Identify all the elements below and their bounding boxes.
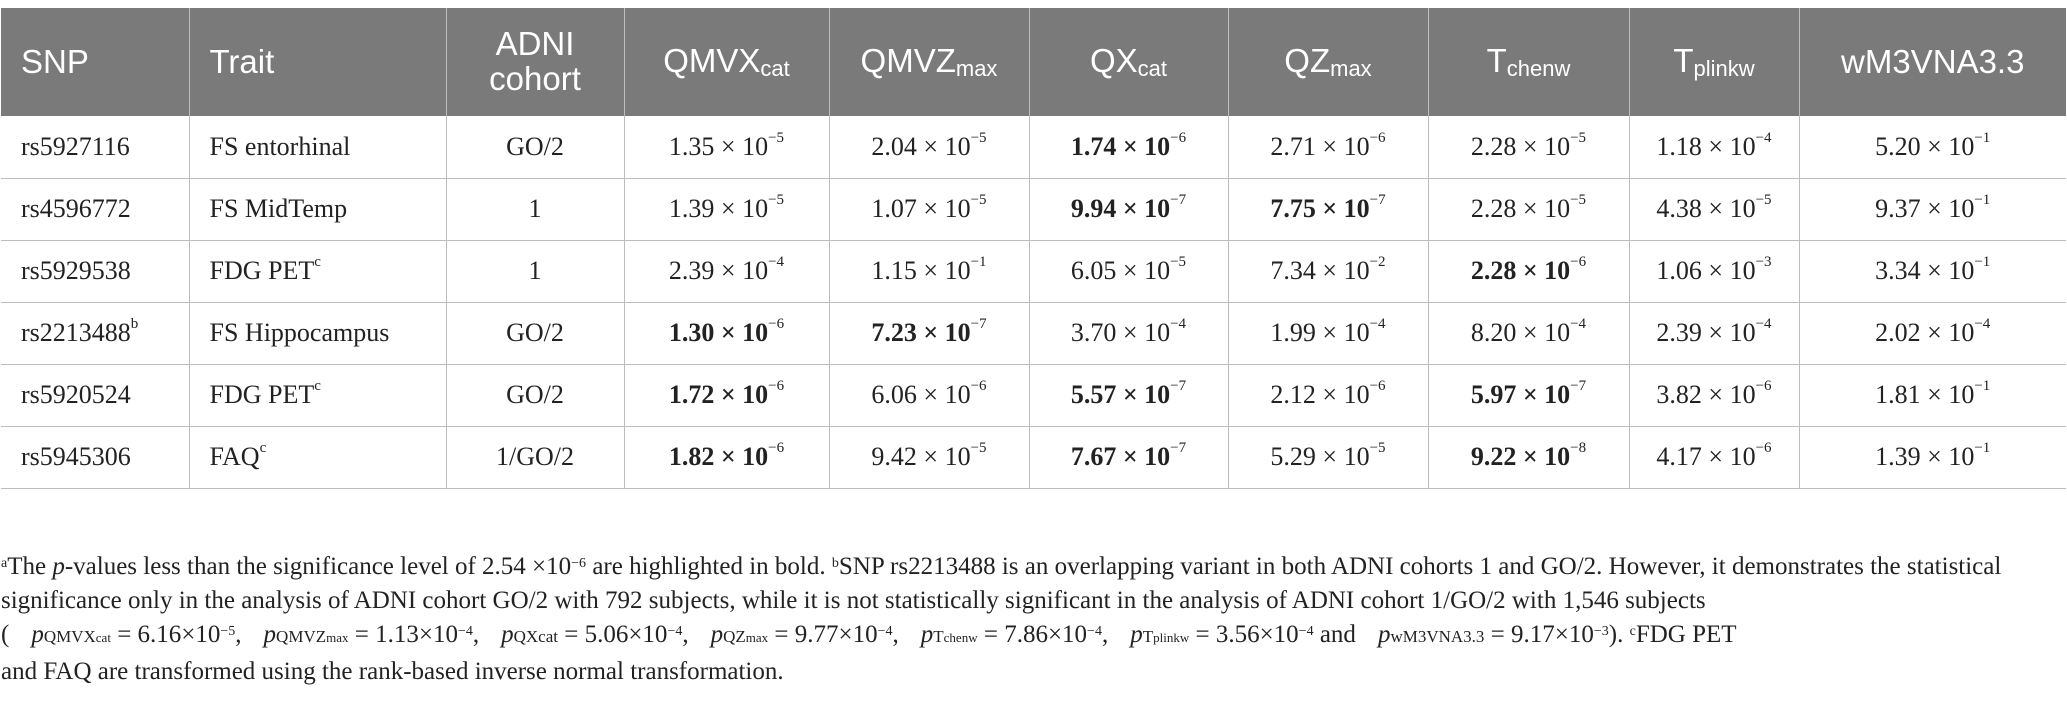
pvalue-exponent: −4 bbox=[1369, 316, 1386, 332]
pvalue-exponent: −5 bbox=[1570, 192, 1587, 208]
p-value: = 5.06×10 bbox=[557, 621, 668, 648]
cell-pvalue bbox=[1228, 116, 1428, 178]
pvalue-mantissa: 5.20 × 10 bbox=[1875, 131, 1975, 161]
footnote-a-exp: −6 bbox=[571, 556, 587, 571]
pvalue-exponent: −6 bbox=[768, 440, 785, 456]
cell-pvalue bbox=[624, 240, 829, 302]
column-header-label: wM3VNA3.3 bbox=[1841, 42, 2025, 80]
column-header-subscript: plinkw bbox=[1693, 55, 1755, 81]
table-row bbox=[1, 364, 2066, 426]
pvalue-mantissa: 2.28 × 10 bbox=[1470, 256, 1571, 285]
snp-id: rs2213488 bbox=[21, 318, 131, 347]
pvalue-exponent: −5 bbox=[1369, 440, 1386, 456]
pvalue-mantissa: 5.29 × 10 bbox=[1270, 442, 1370, 471]
pvalue-mantissa: 4.17 × 10 bbox=[1656, 442, 1756, 471]
p-symbol: p bbox=[1130, 621, 1143, 648]
footnote-c-text: and FAQ are transformed using the rank-based inverse normal transformation. bbox=[1, 658, 784, 685]
p-exponent: −4 bbox=[877, 624, 893, 639]
pvalue-mantissa: 1.30 × 10 bbox=[668, 318, 769, 347]
pvalue-mantissa: 7.67 × 10 bbox=[1070, 442, 1171, 471]
pvalue-exponent: −5 bbox=[1170, 254, 1187, 270]
cell-pvalue bbox=[624, 302, 829, 364]
cell-pvalue bbox=[1799, 178, 2066, 240]
pvalue-exponent: −4 bbox=[1170, 316, 1187, 332]
p-subsubscript: max bbox=[326, 630, 349, 645]
pvalue-exponent: −1 bbox=[970, 254, 987, 270]
cell-pvalue bbox=[1228, 426, 1428, 488]
pvalue-mantissa: 2.39 × 10 bbox=[1656, 318, 1756, 347]
pvalue-exponent: −1 bbox=[1974, 129, 1991, 146]
cell-pvalue bbox=[624, 364, 829, 426]
column-header bbox=[1629, 8, 1799, 116]
snp-id: rs5927116 bbox=[21, 131, 130, 161]
p-value: = 1.13×10 bbox=[348, 621, 458, 648]
cell-pvalue bbox=[829, 426, 1029, 488]
cell-cohort: 1 bbox=[446, 240, 624, 302]
footnote-marker: b bbox=[130, 316, 139, 332]
table-row bbox=[1, 116, 2066, 178]
column-header-subscript: max bbox=[955, 55, 998, 81]
column-header-label: Trait bbox=[209, 42, 275, 80]
pvalue-exponent: −3 bbox=[1755, 254, 1772, 270]
cell-pvalue bbox=[1629, 302, 1799, 364]
pvalue-mantissa: 1.18 × 10 bbox=[1656, 131, 1756, 161]
pvalue-exponent: −1 bbox=[1974, 378, 1991, 394]
column-header bbox=[1029, 8, 1228, 116]
footnote-a-text: The bbox=[7, 553, 53, 580]
paren: ( bbox=[1, 621, 10, 648]
pvalue-mantissa: 3.82 × 10 bbox=[1656, 380, 1756, 409]
p-exponent: −4 bbox=[457, 624, 473, 639]
cell-pvalue bbox=[624, 178, 829, 240]
pvalue-exponent: −4 bbox=[1755, 316, 1772, 332]
pvalue-exponent: −5 bbox=[1570, 129, 1587, 146]
separator: , bbox=[1101, 621, 1109, 648]
pvalue-mantissa: 9.42 × 10 bbox=[871, 442, 971, 471]
cell-trait bbox=[189, 426, 446, 488]
table-header bbox=[1, 8, 2066, 116]
pvalue-exponent: −6 bbox=[970, 378, 987, 394]
p-exponent: −3 bbox=[1593, 624, 1609, 639]
column-header-label: T bbox=[1673, 41, 1694, 79]
column-header bbox=[624, 8, 829, 116]
pvalue-mantissa: 2.02 × 10 bbox=[1875, 318, 1975, 347]
cell-trait bbox=[189, 302, 446, 364]
p-symbol: p bbox=[1377, 621, 1391, 648]
p-subscript: QMVX bbox=[43, 627, 96, 646]
column-header-subscript: cat bbox=[1137, 55, 1168, 81]
footnote-marker: c bbox=[259, 440, 267, 456]
pvalue-exponent: −5 bbox=[1755, 192, 1772, 208]
pvalue-exponent: −7 bbox=[970, 316, 987, 332]
pvalue-mantissa: 7.23 × 10 bbox=[871, 318, 971, 347]
p-symbol: p bbox=[710, 621, 724, 648]
cell-pvalue bbox=[829, 302, 1029, 364]
p-subsubscript: plinkw bbox=[1153, 630, 1190, 645]
cell-pvalue bbox=[1799, 426, 2066, 488]
pvalue-exponent: −7 bbox=[1570, 378, 1587, 394]
pvalue-mantissa: 2.12 × 10 bbox=[1270, 380, 1370, 409]
pvalue-mantissa: 8.20 × 10 bbox=[1470, 318, 1571, 347]
cell-pvalue bbox=[1629, 426, 1799, 488]
p-exponent: −5 bbox=[220, 624, 236, 639]
table-footnotes bbox=[1, 550, 2061, 689]
footnote-c-tail bbox=[1, 655, 2061, 689]
p-subscript: T bbox=[933, 627, 944, 646]
separator: , bbox=[235, 621, 242, 648]
pvalue-mantissa: 2.04 × 10 bbox=[871, 131, 971, 161]
footnote-marker: c bbox=[314, 254, 321, 270]
pvalue-exponent: −4 bbox=[1974, 316, 1991, 332]
p-subscript: QMVZ bbox=[276, 627, 327, 646]
pvalue-mantissa: 2.39 × 10 bbox=[668, 256, 769, 285]
cell-pvalue bbox=[1799, 302, 2066, 364]
p-symbol: p bbox=[263, 621, 277, 648]
p-subscript: QZ bbox=[723, 627, 746, 646]
snp-id: rs5920524 bbox=[21, 380, 131, 409]
cell-pvalue bbox=[1629, 116, 1799, 178]
pvalue-mantissa: 3.34 × 10 bbox=[1875, 256, 1975, 285]
cell-snp bbox=[1, 116, 189, 178]
footnote-marker: c bbox=[314, 378, 321, 394]
cell-pvalue bbox=[1629, 178, 1799, 240]
cell-pvalue bbox=[1228, 302, 1428, 364]
cell-cohort: 1/GO/2 bbox=[446, 426, 624, 488]
pvalue-mantissa: 1.35 × 10 bbox=[668, 131, 769, 161]
cell-cohort: GO/2 bbox=[446, 302, 624, 364]
p-value: = 9.17×10 bbox=[1484, 621, 1594, 648]
column-header bbox=[446, 8, 624, 116]
cell-pvalue bbox=[1029, 426, 1228, 488]
cell-cohort: GO/2 bbox=[446, 116, 624, 178]
column-header-subscript: cat bbox=[760, 55, 790, 81]
pvalue-exponent: −7 bbox=[1170, 378, 1187, 394]
table-row bbox=[1, 178, 2066, 240]
footnote-pvalue-equation bbox=[1, 618, 2061, 655]
pvalue-exponent: −1 bbox=[1974, 192, 1991, 208]
results-table bbox=[1, 8, 2066, 489]
p-subscript: wM3VNA3.3 bbox=[1390, 627, 1485, 646]
footnote-a-mark: a bbox=[1, 556, 8, 571]
trait-name: FDG PET bbox=[209, 256, 315, 285]
column-header-subscript: max bbox=[1330, 55, 1372, 81]
pvalue-exponent: −8 bbox=[1570, 440, 1587, 456]
pvalue-mantissa: 1.82 × 10 bbox=[668, 442, 769, 471]
cell-pvalue bbox=[1428, 240, 1629, 302]
column-header-label: SNP bbox=[21, 42, 89, 80]
p-subsubscript: cat bbox=[95, 630, 111, 645]
pvalue-mantissa: 5.97 × 10 bbox=[1470, 380, 1571, 409]
pvalue-exponent: −6 bbox=[1570, 254, 1587, 270]
p-symbol: p bbox=[920, 621, 934, 648]
pvalue-exponent: −4 bbox=[768, 254, 785, 270]
pvalue-exponent: −7 bbox=[1369, 192, 1386, 208]
cell-cohort: 1 bbox=[446, 178, 624, 240]
pvalue-exponent: −4 bbox=[1570, 316, 1587, 332]
pvalue-mantissa: 1.07 × 10 bbox=[871, 194, 971, 223]
footnote-b-mark: b bbox=[831, 556, 839, 571]
pvalue-mantissa: 9.37 × 10 bbox=[1875, 194, 1975, 223]
cell-snp bbox=[1, 364, 189, 426]
column-header-label: T bbox=[1486, 41, 1507, 79]
cell-pvalue bbox=[829, 364, 1029, 426]
p-subsubscript: max bbox=[745, 630, 769, 645]
cell-pvalue bbox=[1629, 364, 1799, 426]
column-header bbox=[1428, 8, 1629, 116]
table-body bbox=[1, 116, 2066, 488]
snp-id: rs5945306 bbox=[21, 442, 131, 471]
cell-pvalue bbox=[624, 426, 829, 488]
cell-pvalue bbox=[1428, 178, 1629, 240]
pvalue-exponent: −1 bbox=[1974, 440, 1991, 456]
p-subsubscript: chenw bbox=[943, 630, 978, 645]
cell-trait bbox=[189, 116, 446, 178]
p-symbol: p bbox=[501, 621, 514, 648]
cell-pvalue bbox=[1629, 240, 1799, 302]
cell-pvalue bbox=[1029, 116, 1228, 178]
column-header-label: QZ bbox=[1284, 41, 1331, 79]
cell-trait bbox=[189, 364, 446, 426]
cell-pvalue bbox=[829, 240, 1029, 302]
cell-pvalue bbox=[1799, 240, 2066, 302]
pvalue-exponent: −6 bbox=[1369, 378, 1386, 394]
pvalue-exponent: −6 bbox=[768, 378, 785, 394]
column-header bbox=[1799, 8, 2066, 116]
cell-trait bbox=[189, 178, 446, 240]
cell-pvalue bbox=[829, 116, 1029, 178]
pvalue-mantissa: 1.15 × 10 bbox=[871, 256, 971, 285]
pvalue-exponent: −6 bbox=[1755, 440, 1772, 456]
pvalue-exponent: −4 bbox=[1755, 129, 1772, 146]
column-header-label: ADNI cohort bbox=[489, 25, 581, 97]
separator: and bbox=[1313, 621, 1356, 648]
snp-id: rs5929538 bbox=[21, 256, 131, 285]
pvalue-mantissa: 1.39 × 10 bbox=[668, 194, 769, 223]
cell-pvalue bbox=[1799, 364, 2066, 426]
cell-pvalue bbox=[1228, 178, 1428, 240]
p-subscript: QXcat bbox=[513, 627, 558, 646]
pvalue-exponent: −5 bbox=[768, 192, 785, 208]
pvalue-mantissa: 2.28 × 10 bbox=[1470, 194, 1571, 223]
trait-name: FDG PET bbox=[209, 380, 315, 409]
pvalue-mantissa: 1.72 × 10 bbox=[668, 380, 769, 409]
pvalue-mantissa: 6.05 × 10 bbox=[1070, 256, 1171, 285]
footnote-b-text: SNP rs2213488 is an overlapping variant in both ADNI cohorts 1 and GO/2. However, it demonstrates the statistical significance only in the analysis of ADNI cohort GO/2 with 792 subjects, while it is not statistically significant in the analysis of ADNI cohort 1/GO/2 with 1,546 subjects bbox=[1, 553, 2002, 614]
footnote-a-p: p bbox=[52, 553, 65, 580]
p-value: = 7.86×10 bbox=[977, 621, 1088, 648]
column-header bbox=[189, 8, 446, 116]
cell-pvalue bbox=[1228, 364, 1428, 426]
pvalue-exponent: −5 bbox=[970, 192, 987, 208]
cell-pvalue bbox=[1428, 426, 1629, 488]
paren: ). bbox=[1608, 621, 1624, 648]
footnote-a-text: are highlighted in bold. bbox=[586, 553, 832, 580]
pvalue-mantissa: 1.06 × 10 bbox=[1656, 256, 1756, 285]
pvalue-exponent: −6 bbox=[1369, 129, 1386, 146]
pvalue-mantissa: 2.28 × 10 bbox=[1470, 131, 1571, 161]
cell-pvalue bbox=[1228, 240, 1428, 302]
footnote-c-mark: c bbox=[1629, 624, 1636, 639]
column-header bbox=[1228, 8, 1428, 116]
column-header-label: QMVZ bbox=[860, 41, 956, 79]
cell-snp bbox=[1, 178, 189, 240]
pvalue-exponent: −5 bbox=[970, 440, 987, 456]
cell-pvalue bbox=[1799, 116, 2066, 178]
pvalue-exponent: −5 bbox=[768, 129, 785, 146]
pvalue-exponent: −6 bbox=[1755, 378, 1772, 394]
cell-pvalue bbox=[1029, 364, 1228, 426]
table-row bbox=[1, 240, 2066, 302]
column-header-label: QMVX bbox=[663, 41, 761, 79]
cell-trait bbox=[189, 240, 446, 302]
pvalue-mantissa: 3.70 × 10 bbox=[1070, 318, 1171, 347]
p-symbol: p bbox=[31, 621, 44, 648]
table-row bbox=[1, 426, 2066, 488]
cell-snp bbox=[1, 426, 189, 488]
pvalue-mantissa: 7.34 × 10 bbox=[1270, 256, 1370, 285]
pvalue-exponent: −7 bbox=[1170, 440, 1187, 456]
cell-pvalue bbox=[1428, 364, 1629, 426]
cell-pvalue bbox=[1428, 116, 1629, 178]
separator: , bbox=[892, 621, 899, 648]
pvalue-exponent: −2 bbox=[1369, 254, 1386, 270]
trait-name: FS entorhinal bbox=[209, 131, 351, 161]
pvalue-mantissa: 1.99 × 10 bbox=[1270, 318, 1370, 347]
p-exponent: −4 bbox=[1298, 624, 1314, 639]
pvalue-exponent: −5 bbox=[970, 129, 987, 146]
cell-pvalue bbox=[1029, 240, 1228, 302]
pvalue-mantissa: 9.22 × 10 bbox=[1470, 442, 1571, 471]
trait-name: FAQ bbox=[209, 442, 260, 471]
pvalue-mantissa: 9.94 × 10 bbox=[1070, 194, 1171, 223]
cell-snp bbox=[1, 302, 189, 364]
pvalue-mantissa: 1.39 × 10 bbox=[1875, 442, 1975, 471]
cell-snp bbox=[1, 240, 189, 302]
trait-name: FS Hippocampus bbox=[209, 318, 390, 347]
pvalue-mantissa: 7.75 × 10 bbox=[1270, 194, 1370, 223]
separator: , bbox=[472, 621, 480, 648]
footnote-ab bbox=[1, 550, 2061, 618]
pvalue-mantissa: 2.71 × 10 bbox=[1270, 131, 1370, 161]
pvalue-exponent: −1 bbox=[1974, 254, 1991, 270]
header-row bbox=[1, 8, 2066, 116]
p-exponent: −4 bbox=[1087, 624, 1102, 639]
cell-pvalue bbox=[1029, 178, 1228, 240]
p-subscript: T bbox=[1142, 627, 1154, 646]
table-row bbox=[1, 302, 2066, 364]
cell-pvalue bbox=[1029, 302, 1228, 364]
pvalue-mantissa: 5.57 × 10 bbox=[1070, 380, 1171, 409]
column-header bbox=[829, 8, 1029, 116]
pvalue-exponent: −6 bbox=[1170, 129, 1187, 146]
snp-id: rs4596772 bbox=[21, 194, 131, 223]
column-header-subscript: chenw bbox=[1506, 55, 1571, 81]
cell-cohort: GO/2 bbox=[446, 364, 624, 426]
pvalue-mantissa: 4.38 × 10 bbox=[1656, 194, 1756, 223]
pvalue-mantissa: 1.74 × 10 bbox=[1070, 131, 1171, 161]
cell-pvalue bbox=[624, 116, 829, 178]
pvalue-exponent: −6 bbox=[768, 316, 785, 332]
trait-name: FS MidTemp bbox=[209, 194, 348, 223]
column-header bbox=[1, 8, 189, 116]
p-exponent: −4 bbox=[667, 624, 683, 639]
cell-pvalue bbox=[1428, 302, 1629, 364]
footnote-c-text: FDG PET bbox=[1635, 621, 1737, 648]
p-value: = 6.16×10 bbox=[110, 621, 221, 648]
cell-pvalue bbox=[829, 178, 1029, 240]
pvalue-exponent: −7 bbox=[1170, 192, 1187, 208]
p-value: = 3.56×10 bbox=[1189, 621, 1299, 648]
pvalue-mantissa: 6.06 × 10 bbox=[871, 380, 971, 409]
pvalue-mantissa: 1.81 × 10 bbox=[1875, 380, 1975, 409]
column-header-label: QX bbox=[1089, 41, 1138, 79]
footnote-a-text: -values less than the significance level of 2.54 ×10 bbox=[64, 553, 572, 580]
separator: , bbox=[682, 621, 689, 648]
p-value: = 9.77×10 bbox=[768, 621, 878, 648]
